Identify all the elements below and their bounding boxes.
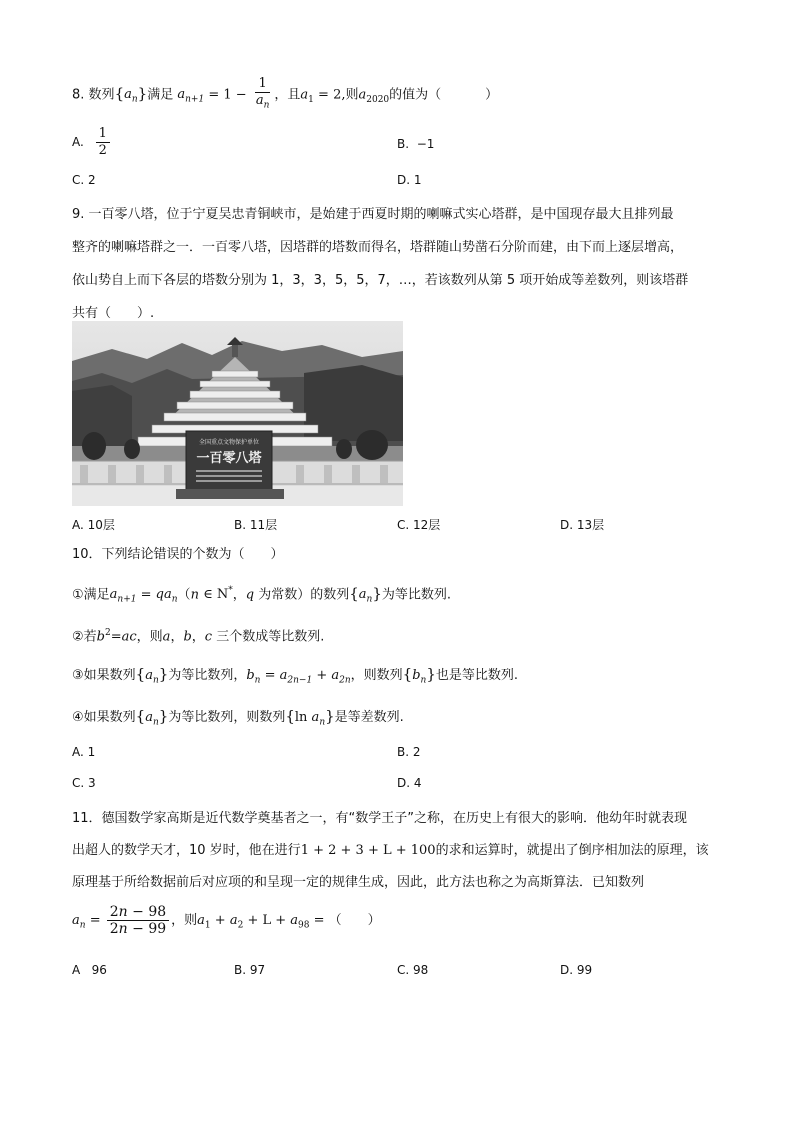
q9-option-a[interactable]	[72, 516, 115, 533]
q11-option-a[interactable]	[72, 963, 107, 977]
q8-fraction: $\frac{1}{a_n}$	[255, 76, 270, 111]
sign-line-2: 一百零八塔	[196, 451, 262, 466]
option-value: 12层	[413, 518, 441, 532]
q10-option-c[interactable]	[72, 776, 96, 790]
option-label: C.	[397, 963, 410, 977]
option-value: 10层	[87, 518, 115, 532]
option-label: B.	[234, 963, 247, 977]
q10-option-d[interactable]	[397, 776, 422, 790]
q10-stem: 10．下列结论错误的个数为（ ）	[72, 547, 284, 562]
option-label: B.	[234, 518, 247, 532]
option-label: B.	[397, 745, 410, 759]
q11-line: 11．德国数学家高斯是近代数学奠基者之一，有“数学王子”之称，在历史上有很大的影响．他幼年时就表现	[72, 811, 688, 826]
pagoda-photo	[72, 321, 403, 506]
option-label: A.	[72, 745, 84, 759]
q8-text: 满足	[147, 87, 174, 103]
q8-text: ，且	[274, 87, 301, 103]
q9-option-b[interactable]	[234, 516, 277, 533]
option-label: D.	[397, 776, 411, 790]
q9-line: 依山势自上而下各层的塔数分别为 1，3，3，5，5，7，…，若该数列从第 5 项开始成等差数列，则该塔群	[72, 273, 689, 288]
option-label: C.	[72, 776, 85, 790]
option-value: 98	[413, 963, 429, 977]
q9-line: 9. 一百零八塔，位于宁夏吴忠青铜峡市，是始建于西夏时期的喇嘛式实心塔群，是中国现存最大且排列最	[72, 207, 674, 222]
q11-option-c[interactable]	[397, 963, 428, 977]
question-8-number: 8.	[72, 87, 85, 103]
option-value: 1	[413, 173, 422, 187]
option-value: 4	[413, 776, 422, 790]
q11-formula-line: $a_n$ = $\frac{2n - 98}{2n - 99}$ ，则$a_1 + a_2 + L + a_{98}$ = （ ）	[72, 904, 381, 937]
q8-option-a[interactable]: A. $\frac{1}{2}$	[72, 126, 112, 159]
q11-line: 原理基于所给数据前后对应项的和呈现一定的规律生成，因此，此方法也称之为高斯算法．已知数列	[72, 875, 645, 890]
q8-option-b[interactable]	[397, 137, 434, 151]
option-label: C.	[397, 518, 410, 532]
option-label: D.	[397, 173, 411, 187]
option-value: 2	[88, 173, 96, 187]
q10-option-b[interactable]	[397, 745, 421, 759]
option-value: 99	[576, 963, 593, 977]
q8-text: 则	[345, 87, 359, 103]
question-11	[72, 803, 722, 899]
option-value: 11层	[249, 518, 278, 532]
option-value: −1	[416, 137, 435, 151]
q8-text: ）	[485, 87, 499, 103]
pagoda-photo-illustration	[72, 321, 403, 506]
q11-option-d[interactable]	[560, 963, 592, 977]
q10-statement-4: ④如果数列$\{a_n\}$为等比数列，则数列{ln $a_n$}是等差数列.	[72, 707, 404, 728]
option-label: A.	[72, 135, 84, 149]
option-label: A	[72, 963, 81, 977]
q10-statement-1: ①满足$a_{n+1} = qa_n(n$ ∈ N*，q 为常数）的数列$\{a_n\}$为等比数列.	[72, 584, 451, 605]
question-9	[72, 198, 722, 330]
sign-line-1: 全国重点文物保护单位	[198, 439, 260, 446]
q8-option-c[interactable]	[72, 173, 96, 187]
q8-option-d[interactable]	[397, 173, 422, 187]
option-label: C.	[72, 173, 85, 187]
option-value: 3	[88, 776, 96, 790]
option-value: 97	[249, 963, 266, 977]
option-value: 1	[87, 745, 96, 759]
q9-line: 整齐的喇嘛塔群之一．一百零八塔，因塔群的塔数而得名，塔群随山势凿石分阶而建，由下而上逐层增高，	[72, 240, 684, 255]
q10-statement-3: ③如果数列$\{a_n\}$为等比数列，$b_n = a_{2n-1} + a_{2n}$，则数列$\{b_n\}$也是等比数列.	[72, 665, 519, 686]
q9-option-d[interactable]	[560, 516, 604, 533]
option-label: A.	[72, 518, 84, 532]
q8-text: 数列	[88, 87, 115, 103]
q8-text: 的值为（	[389, 87, 442, 103]
q11-line: 出超人的数学天才，10 岁时，他在进行1 + 2 + 3 + L + 100的求和运算时，就提出了倒序相加法的原理，该	[72, 843, 709, 858]
question-10	[72, 540, 722, 570]
option-value: 13层	[576, 518, 605, 532]
q9-option-c[interactable]	[397, 516, 440, 533]
option-label: B.	[397, 137, 410, 151]
option-value: 96	[91, 963, 107, 977]
option-value: 2	[412, 745, 421, 759]
q9-line: 共有（ ）.	[72, 306, 155, 321]
q10-option-a[interactable]	[72, 745, 95, 759]
q8-formula: $a_{n+1}$	[177, 87, 205, 105]
q10-statement-2: ②若$b^2=ac$，则a，b，c 三个数成等比数列.	[72, 628, 325, 645]
question-8: 8. 数列$\{a_n\}$满足 $a_{n+1} = 1$ − $\frac{1}{a_n}$ ，且$a_1 = 2$,则$a_{2020}$的值为（ ）	[72, 76, 722, 115]
q11-option-b[interactable]	[234, 963, 265, 977]
option-label: D.	[560, 518, 574, 532]
q8-cond-value: 2,	[333, 87, 346, 103]
option-label: D.	[560, 963, 574, 977]
